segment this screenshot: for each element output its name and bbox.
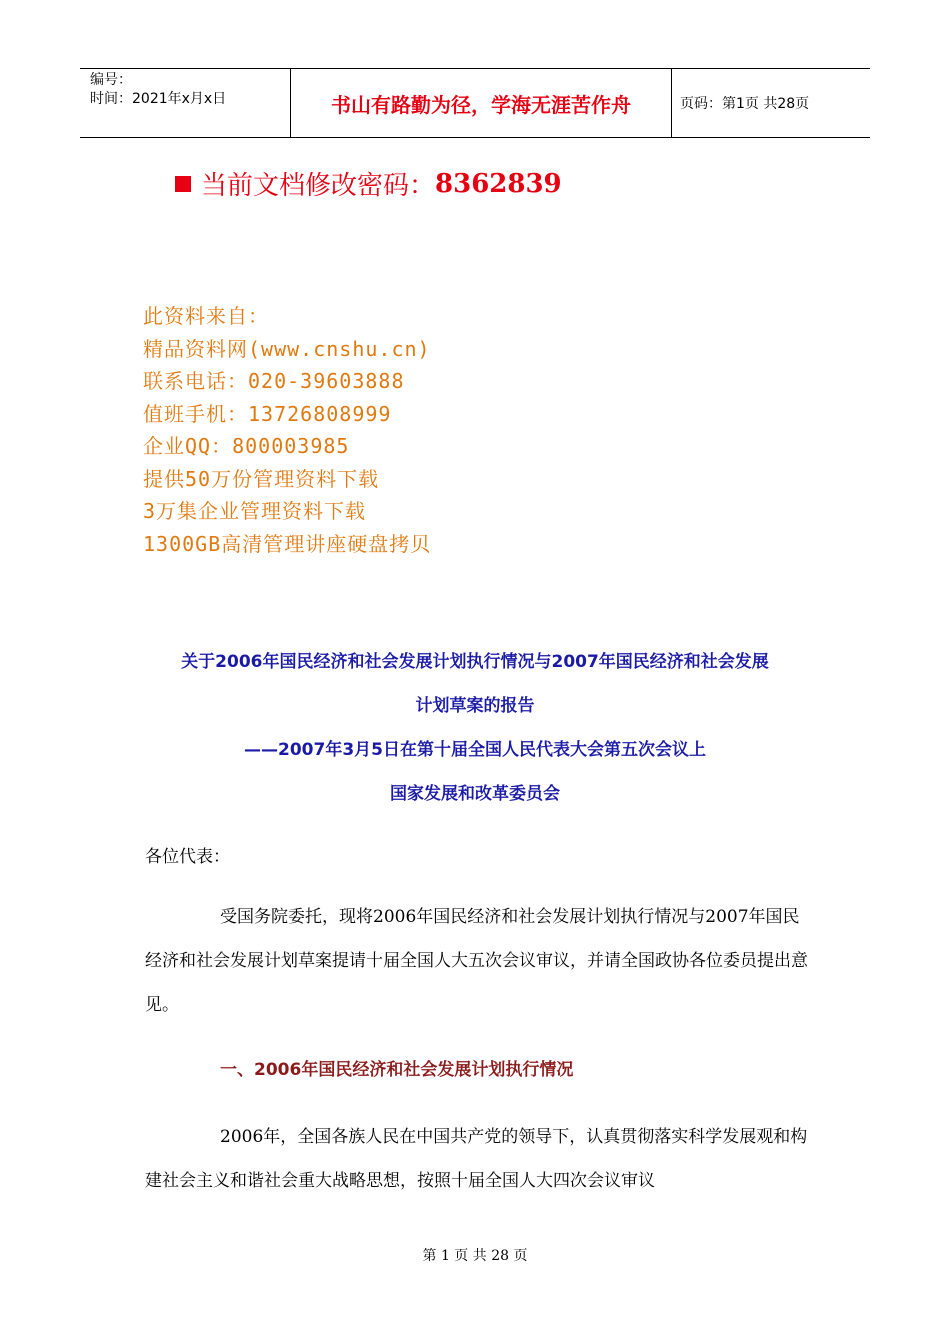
salutation: 各位代表： <box>145 847 230 867</box>
section-heading: 一、2006年国民经济和社会发展计划执行情况 <box>220 1060 574 1080</box>
promo-line: 此资料来自： <box>143 304 269 328</box>
report-title <box>0 640 950 816</box>
promo-line: 提供50万份管理资料下载 <box>143 466 380 491</box>
document-date: 时间：2021年x月x日 <box>90 91 227 107</box>
paragraph-2006: 2006年，全国各族人民在中国共产党的领导下，认真贯彻落实科学发展观和构建社会主义和谐社会重大战略思想，按照十届全国人大四次会议审议 <box>145 1127 808 1191</box>
header-table <box>80 68 870 138</box>
title-line-2: 计划草案的报告 <box>415 696 535 716</box>
promo-block <box>143 300 431 560</box>
page-footer: 第 1 页 共 28 页 <box>422 1248 528 1264</box>
red-square-icon <box>175 176 191 192</box>
header-page-info: 页码：第1页 共28页 <box>680 96 810 112</box>
header-motto: 书山有路勤为径，学海无涯苦作舟 <box>291 69 672 137</box>
promo-line: 企业QQ：800003985 <box>143 434 350 458</box>
password-label: 当前文档修改密码： <box>201 171 436 201</box>
promo-line: 值班手机：13726808999 <box>143 401 392 426</box>
header-meta <box>80 69 291 137</box>
promo-line: 3万集企业管理资料下载 <box>143 499 367 523</box>
promo-line: 联系电话：020-39603888 <box>143 369 405 393</box>
title-line-1: 关于2006年国民经济和社会发展计划执行情况与2007年国民经济和社会发展 <box>181 652 769 672</box>
document-number: 编号： <box>90 72 132 88</box>
title-line-3: ——2007年3月5日在第十届全国人民代表大会第五次会议上 <box>244 740 706 760</box>
password-notice <box>175 165 562 202</box>
title-author: 国家发展和改革委员会 <box>390 784 560 804</box>
password-code: 8362839 <box>435 168 562 199</box>
paragraph-intro: 受国务院委托，现将2006年国民经济和社会发展计划执行情况与2007年国民经济和社会发展计划草案提请十届全国人大五次会议审议，并请全国政协各位委员提出意见。 <box>145 907 808 1015</box>
promo-line: 精品资料网(www.cnshu.cn) <box>143 336 431 361</box>
promo-line: 1300GB高清管理讲座硬盘拷贝 <box>143 531 432 556</box>
